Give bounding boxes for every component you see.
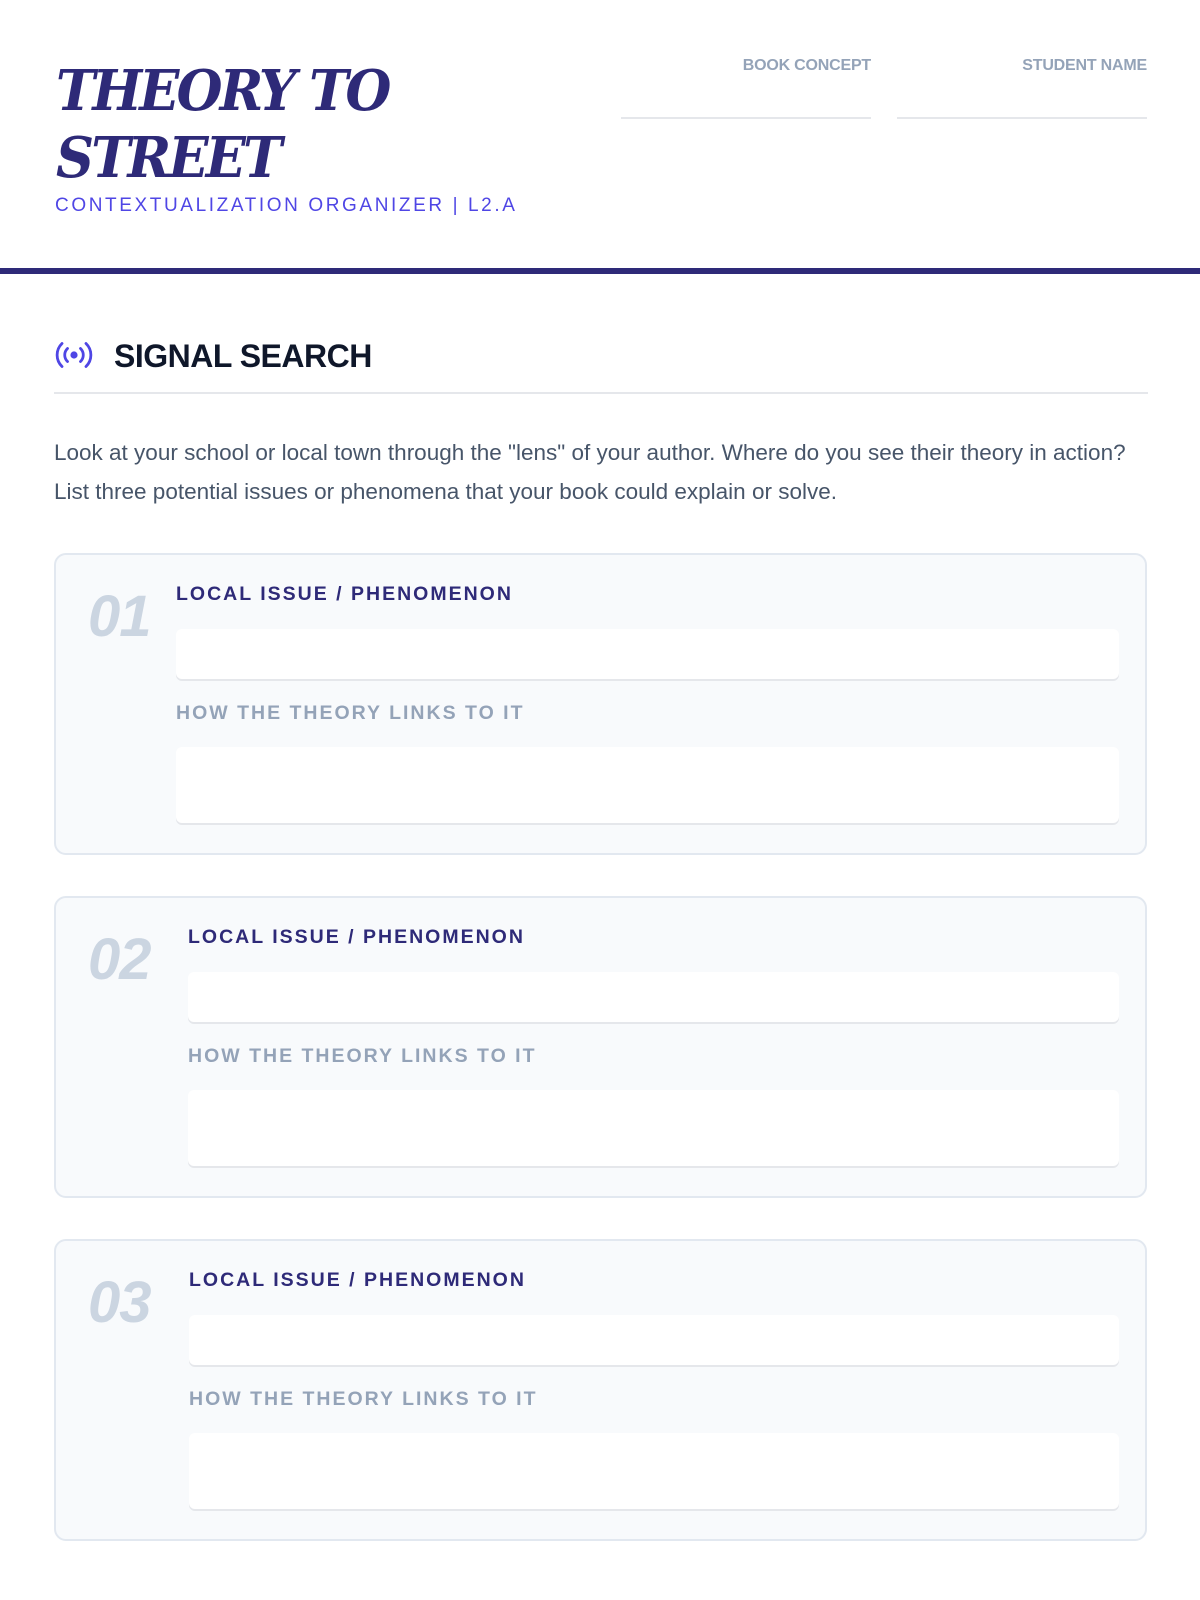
theory-link-label: HOW THE THEORY LINKS TO IT — [189, 1388, 538, 1410]
page-title-line-1: THEORY TO — [56, 58, 389, 124]
theory-link-textarea[interactable] — [176, 747, 1119, 823]
issue-label: LOCAL ISSUE / PHENOMENON — [189, 1269, 526, 1291]
student-name-label: STUDENT NAME — [1022, 57, 1147, 74]
theory-link-label: HOW THE THEORY LINKS TO IT — [188, 1045, 537, 1067]
page-title — [56, 58, 389, 192]
theory-link-label: HOW THE THEORY LINKS TO IT — [176, 702, 525, 724]
student-name-field — [897, 55, 1147, 119]
issue-input[interactable] — [189, 1315, 1119, 1365]
instructions-text: Look at your school or local town through the "lens" of your author. Where do you see their theory in action? List three potential issues or phenomena that your book could explain or solve. — [54, 440, 1126, 504]
page-subtitle: CONTEXTUALIZATION ORGANIZER | L2.A — [55, 195, 518, 216]
issue-input[interactable] — [188, 972, 1119, 1022]
entry-number: 01 — [88, 584, 151, 649]
section-header — [54, 330, 1148, 394]
book-concept-field — [621, 55, 871, 119]
issue-input[interactable] — [176, 629, 1119, 679]
book-concept-label: BOOK CONCEPT — [742, 57, 871, 74]
issue-label: LOCAL ISSUE / PHENOMENON — [188, 926, 525, 948]
page-title-line-2: STREET — [56, 125, 280, 191]
broadcast-signal-icon — [54, 340, 94, 370]
student-name-input[interactable] — [897, 83, 1147, 113]
entry-card-03 — [54, 1239, 1147, 1541]
book-concept-input[interactable] — [621, 83, 871, 113]
entry-card-01 — [54, 553, 1147, 855]
page-header — [0, 0, 1200, 274]
issue-label: LOCAL ISSUE / PHENOMENON — [176, 583, 513, 605]
entry-card-02 — [54, 896, 1147, 1198]
entry-number: 03 — [88, 1270, 151, 1335]
entry-body — [176, 555, 1119, 853]
theory-link-textarea[interactable] — [188, 1090, 1119, 1166]
entry-body — [189, 1241, 1119, 1539]
entry-body — [188, 898, 1119, 1196]
entry-number: 02 — [88, 927, 151, 992]
section-title: SIGNAL SEARCH — [114, 338, 372, 374]
theory-link-textarea[interactable] — [189, 1433, 1119, 1509]
